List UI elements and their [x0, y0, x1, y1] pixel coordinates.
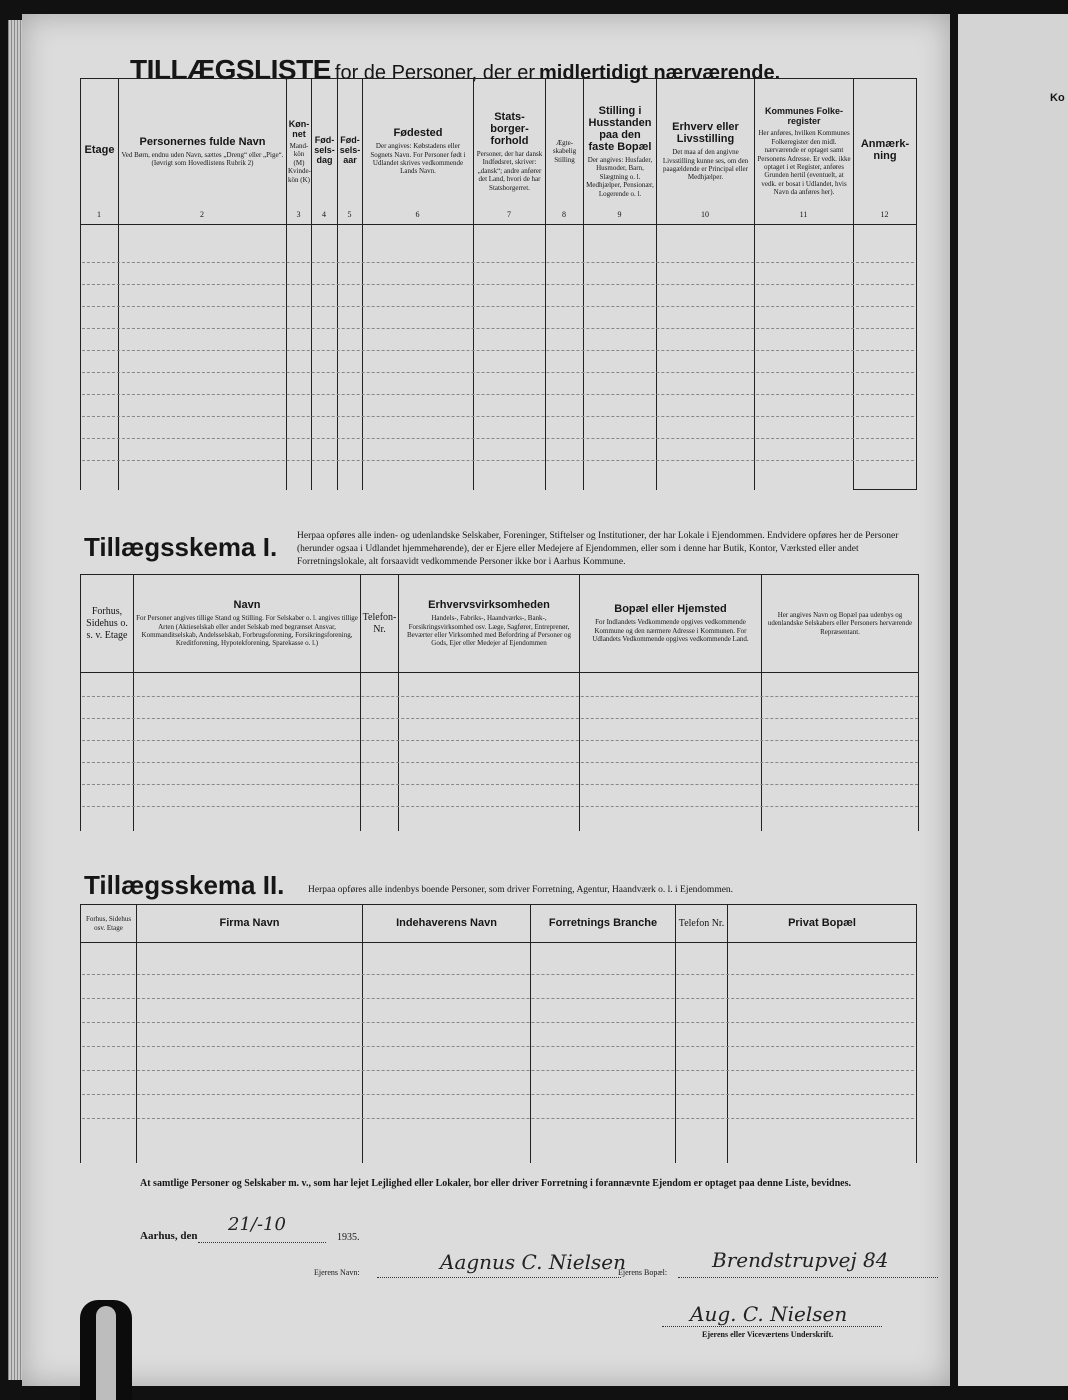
- page-edges: [8, 20, 22, 1380]
- col-etage: Etage: [81, 79, 119, 225]
- s1-col-etage: Forhus, Sidehus o. s. v. Etage: [81, 575, 134, 673]
- s2-col-branche: Forretnings Branche: [531, 905, 676, 943]
- s1-col-erhverv: Erhvervsvirksomheden Handels-, Fabriks-, Haandværks-, Bank-, Forsikringsvirksomhed osv. Læge, Sagfører, Entreprenør, Beværter eller Virksomhed med Befordring af Personer og Gods, Ejer eller Medejer af Ejendommen: [399, 575, 580, 673]
- s1-col-telefon: Telefon-Nr.: [361, 575, 399, 673]
- skema2-text: Herpaa opføres alle indenbys boende Personer, som driver Forretning, Agentur, Haandværk o. l. i Ejendommen.: [308, 885, 734, 895]
- skema2-header-row: [81, 905, 917, 943]
- form-page: [22, 14, 950, 1386]
- s2-col-firma: Firma Navn: [137, 905, 363, 943]
- s1-col-navn: Navn For Personer angives tillige Stand og Stilling. For Selskaber o. l. angives tillige Arten (Aktieselskab eller andet Selskab med begrænset Ansvar, Kommanditselskab, Andelsselskab, Forbrugsforening, Forsikringsforening, Kreditforening, Hypotekforening, Sparekasse o. l.): [134, 575, 361, 673]
- title-main: TILLÆGSLISTE: [130, 54, 331, 85]
- col-foedested: Fødested Der angives: Købstadens eller Sognets Navn. For Personer født i Udlandet skrives vedkommende Lands Navn.: [363, 79, 474, 225]
- list-body-row: [81, 225, 917, 490]
- title-middle: for de Personer, der er: [334, 62, 535, 84]
- attestation-text: At samtlige Personer og Selskaber m. v., som har lejet Lejlighed eller Lokaler, bor eller driver Forretning i forannævnte Ejendom er optaget paa denne Liste, bevidnes.: [140, 1178, 851, 1189]
- col-foedselsaar: Fød-sels-aar: [338, 79, 363, 225]
- s2-col-etage: Forhus, Sidehus osv. Etage: [81, 905, 137, 943]
- place-label: Aarhus, den: [140, 1230, 198, 1242]
- s1-col-bopael: Bopæl eller Hjemsted For Indlandets Vedkommende opgives vedkommende Kommune og den nærmere Adresse i Kommunen. For Udlandets Vedkommende opgives vedkommende Land.: [580, 575, 762, 673]
- facing-page-text: Ko: [1050, 92, 1065, 104]
- owner-residence-handwritten: Brendstrupvej 84: [712, 1248, 889, 1272]
- col-navn: Personernes fulde Navn Ved Børn, endnu uden Navn, sættes „Dreng“ eller „Pige“. (Iøvrigt som Hovedlistens Rubrik 2): [119, 79, 287, 225]
- skema2-title: Tillægsskema II.: [84, 870, 285, 900]
- col-koen: Køn-net Mand-kön (M) Kvinde-kön (K): [287, 79, 312, 225]
- s2-col-indehaver: Indehaverens Navn: [363, 905, 531, 943]
- list-header-row: [81, 79, 917, 225]
- signature-label: Ejerens eller Viceværtens Underskrift.: [702, 1330, 834, 1339]
- owner-residence-label: Ejerens Bopæl:: [618, 1268, 668, 1277]
- skema1-title: Tillægsskema I.: [84, 532, 278, 562]
- skema2-body-row: [81, 943, 917, 1163]
- col-husstand: Stilling i Husstanden paa den faste Bopæl Der angives: Husfader, Husmoder, Barn, Slægtning o. l. Medhjælper, Pensionær, Logerende o. l.: [584, 79, 657, 225]
- skema1-header-row: [81, 575, 919, 673]
- binder-clip-highlight: [96, 1306, 116, 1400]
- col-folkeregister: Kommunes Folke-register Her anføres, hvilken Kommunes Folkeregister den midl. nærværende er optaget samt Personens Adresse. Er vedk. ikke optaget i et Register, anføres Grunden hertil (eventuelt, at vedk. er bosat i Udlandet, hvis Navn da anføres her).: [755, 79, 854, 225]
- facing-page: [958, 14, 1068, 1386]
- s2-col-bopael: Privat Bopæl: [728, 905, 917, 943]
- date-handwritten: 21/-10: [228, 1214, 286, 1235]
- col-foedselsdag: Fød-sels-dag: [312, 79, 338, 225]
- signature-handwritten: Aug. C. Nielsen: [690, 1302, 848, 1326]
- owner-name-handwritten: Aagnus C. Nielsen: [440, 1250, 626, 1274]
- col-erhverv: Erhverv eller Livsstilling Det maa af den angivne Livsstilling kunne ses, om den paagældende er Principal eller Medhjælper.: [657, 79, 755, 225]
- col-statsborger: Stats-borger-forhold Personer, der har dansk Indfødsret, skriver: „dansk“; andre anfører det Land, hvori de har Statsborgerret.: [474, 79, 546, 225]
- s1-col-repraesentant: Her angives Navn og Bopæl paa udenbys og udenlandske Selskabers eller Personers herværende Repræsentant.: [762, 575, 919, 673]
- col-aegteskab: Ægte-skabelig Stilling: [546, 79, 584, 225]
- column-numbers: 1 2 3 4 5 6 7 8 9 10 11 12: [97, 210, 889, 219]
- year-text: 1935.: [337, 1232, 360, 1243]
- skema1-text: Herpaa opføres alle inden- og udenlandske Selskaber, Foreninger, Stiftelser og Institutioner, der har Lokale i Ejendommen. Endvidere opføres her de Personer (herunder ogsaa i Udlandet hjemmehørende), der er Ejere eller Medejere af Ejendommen, eller som i denne har Butik, Kontor, Værksted eller andet Forretningslokale, alt forsaavidt vedkommende Personer ikke bor i Aarhus Kommune.: [297, 531, 899, 567]
- owner-name-label: Ejerens Navn:: [314, 1268, 360, 1277]
- skema2-table: [80, 904, 917, 1163]
- title-end: midlertidigt nærværende.: [539, 62, 781, 84]
- skema1-table: [80, 574, 919, 831]
- s2-col-telefon: Telefon Nr.: [676, 905, 728, 943]
- col-anmaerkning: Anmærk-ning: [854, 79, 917, 225]
